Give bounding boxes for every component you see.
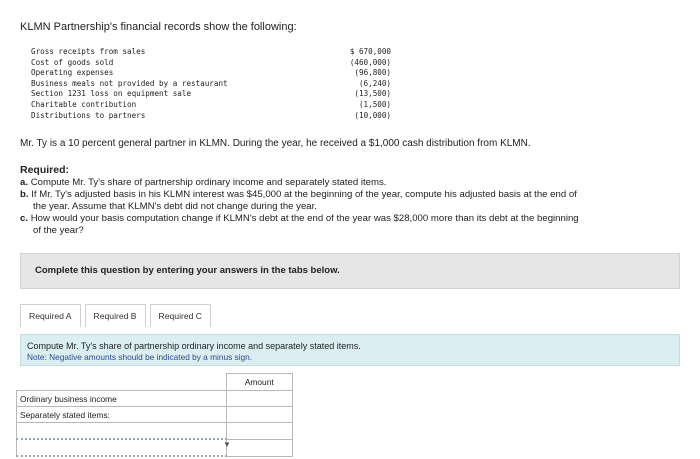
panel-note: Note: Negative amounts should be indicated by a minus sign.: [27, 352, 253, 362]
financial-label: Cost of goods sold: [31, 57, 114, 67]
financial-label: Operating expenses: [31, 68, 114, 78]
partner-text: Mr. Ty is a 10 percent general partner in KLMN. During the year, he received a $1,000 cash distribution from KLMN.: [20, 138, 531, 149]
table-row: [17, 391, 293, 407]
financial-value: (13,500): [354, 89, 391, 99]
financial-value: (96,800): [354, 68, 391, 78]
financial-row: [31, 111, 391, 122]
financial-value: $ 670,000: [349, 47, 391, 56]
ordinary-income-input[interactable]: [226, 391, 292, 407]
chevron-down-icon: ▼: [223, 440, 231, 449]
table-header-row: [17, 374, 293, 391]
required-c: [20, 213, 690, 237]
financial-row: [31, 68, 391, 79]
intro-text: KLMN Partnership's financial records show the following:: [20, 21, 297, 33]
tab-required-c[interactable]: Required C: [150, 304, 211, 327]
financial-value: (460,000): [349, 57, 391, 67]
required-b: [20, 189, 690, 213]
required-a-text: Compute Mr. Ty's share of partnership ordinary income and separately stated items.: [30, 177, 387, 188]
financial-value: (1,500): [358, 99, 391, 109]
financial-row: [31, 47, 391, 58]
financial-value: (6,240): [358, 78, 391, 88]
financial-row: [31, 100, 391, 111]
required-a-tag: a.: [20, 177, 29, 188]
required-a: [20, 177, 690, 189]
tab-required-b[interactable]: Required B: [85, 304, 146, 327]
financial-records: [31, 47, 391, 121]
financial-label: Gross receipts from sales: [31, 47, 146, 56]
item-select-cell[interactable]: [17, 423, 227, 440]
table-row: [17, 407, 293, 423]
header-blank: [17, 374, 227, 391]
financial-row: [31, 58, 391, 69]
financial-row: [31, 79, 391, 90]
amount-header: Amount: [226, 374, 292, 391]
instruction-panel: [20, 334, 680, 366]
required-c-line2: of the year?: [33, 225, 84, 236]
item-select-cell[interactable]: [17, 439, 227, 456]
tab-required-a[interactable]: Required A: [20, 304, 81, 327]
row-label: Separately stated items:: [17, 407, 227, 423]
tab-bar: [20, 304, 215, 327]
row-label: Ordinary business income: [17, 391, 227, 407]
item-dropdown[interactable]: [222, 437, 292, 452]
financial-value: (10,000): [354, 110, 391, 120]
required-c-line1: How would your basis computation change if KLMN's debt at the end of the year was $28,000 more than its debt at the beginning: [30, 213, 579, 224]
financial-label: Distributions to partners: [31, 110, 146, 120]
required-c-tag: c.: [20, 213, 29, 224]
required-b-line1: If Mr. Ty's adjusted basis in his KLMN interest was $45,000 at the beginning of the year, compute his adjusted basis at the end of: [31, 189, 577, 200]
required-b-tag: b.: [20, 189, 29, 200]
financial-label: Charitable contribution: [31, 99, 137, 109]
financial-row: [31, 89, 391, 100]
financial-label: Business meals not provided by a restaurant: [31, 78, 228, 88]
required-b-line2: the year. Assume that KLMN's debt did not change during the year.: [33, 201, 317, 212]
panel-instruction: Compute Mr. Ty's share of partnership ordinary income and separately stated items.: [27, 341, 361, 351]
required-title: Required:: [20, 164, 70, 176]
instruction-banner: [20, 253, 680, 289]
banner-text: Complete this question by entering your answers in the tabs below.: [35, 265, 340, 276]
financial-label: Section 1231 loss on equipment sale: [31, 89, 192, 99]
separately-stated-input[interactable]: [226, 407, 292, 423]
